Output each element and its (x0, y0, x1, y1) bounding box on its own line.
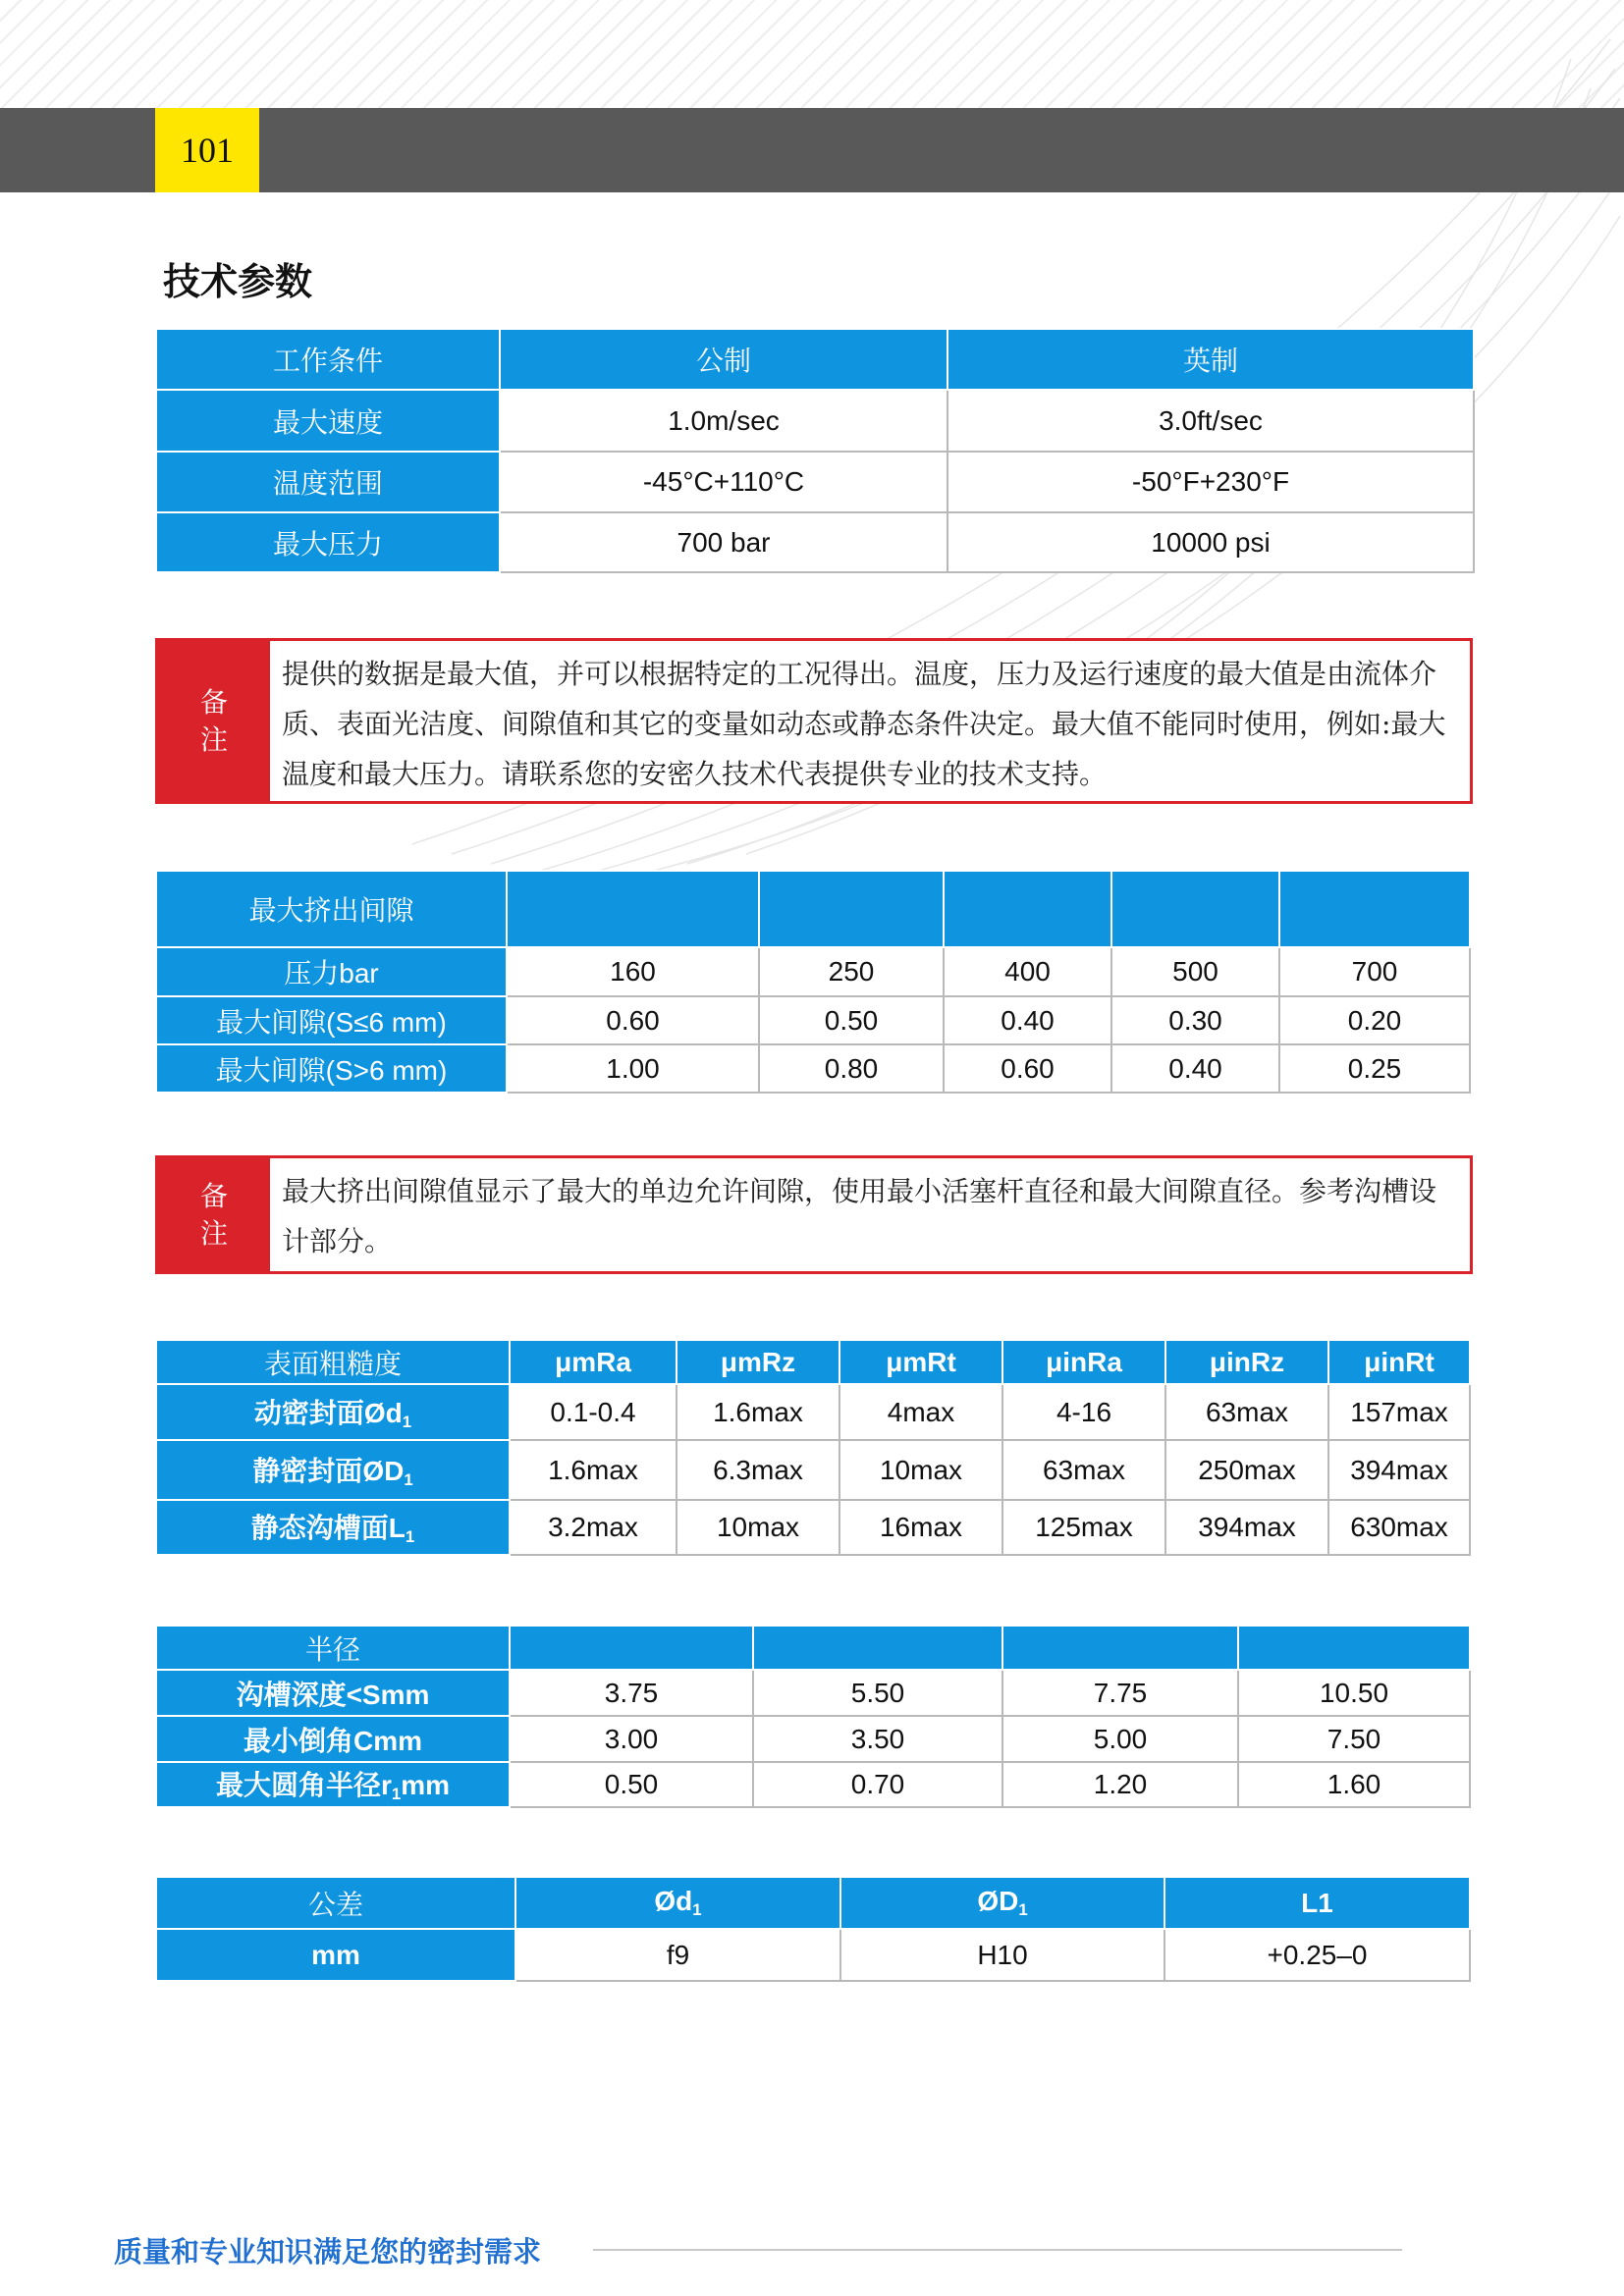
section-title: 技术参数 (163, 260, 313, 303)
gap-label: 最大间隙(S>6 mm) (156, 1044, 507, 1093)
radius-header-row (156, 1626, 1470, 1670)
radius-label-text: 沟槽深度<Smm (236, 1679, 430, 1710)
pressure-value: 160 (507, 947, 759, 996)
roughness-value: 394max (1165, 1500, 1328, 1555)
radius-value: 5.50 (753, 1670, 1002, 1716)
imperial-value: -50°F+230°F (947, 452, 1474, 512)
gap-value: 0.60 (507, 996, 759, 1044)
roughness-value: 250max (1165, 1440, 1328, 1500)
roughness-value: 630max (1328, 1500, 1470, 1555)
roughness-title: 表面粗糙度 (156, 1340, 510, 1384)
table-row (156, 1500, 1470, 1555)
tolerance-value: f9 (515, 1929, 840, 1981)
note-label (158, 1158, 270, 1271)
imperial-value: 3.0ft/sec (947, 390, 1474, 452)
note-label-char: 备 (199, 1179, 228, 1212)
pressure-value: 400 (944, 947, 1111, 996)
gap-label: 最大间隙(S≤6 mm) (156, 996, 507, 1044)
row-label: 最大速度 (156, 390, 500, 452)
extrusion-title-blank (1279, 871, 1470, 947)
extrusion-title-row (156, 871, 1470, 947)
radius-value: 3.00 (510, 1716, 753, 1762)
note-text: 最大挤出间隙值显示了最大的单边允许间隙，使用最小活塞杆直径和最大间隙直径。参考沟槽设计部分。 (282, 1175, 1437, 1257)
radius-value: 3.50 (753, 1716, 1002, 1762)
roughness-value: 125max (1002, 1500, 1165, 1555)
tolerance-column-header (515, 1877, 840, 1929)
radius-header-blank (510, 1626, 753, 1670)
subscript: 1 (402, 1413, 412, 1432)
roughness-row-label (156, 1384, 510, 1440)
radius-value: 3.75 (510, 1670, 753, 1716)
pressure-value: 700 (1279, 947, 1470, 996)
table-row (156, 1762, 1470, 1807)
roughness-value: 394max (1328, 1440, 1470, 1500)
gap-value: 0.60 (944, 1044, 1111, 1093)
gap-value: 0.40 (944, 996, 1111, 1044)
table-row (156, 452, 1474, 512)
radius-header-blank (1238, 1626, 1470, 1670)
note-box-data-limits (155, 638, 1473, 804)
table-row (156, 1716, 1470, 1762)
roughness-unit-header: μmRa (510, 1340, 677, 1384)
roughness-label-text: 静密封面ØD (252, 1455, 405, 1486)
roughness-row-label (156, 1500, 510, 1555)
roughness-value: 3.2max (510, 1500, 677, 1555)
radius-value: 0.70 (753, 1762, 1002, 1807)
note-box-extrusion-gap (155, 1155, 1473, 1274)
tolerance-column-text: Ød (654, 1885, 693, 1916)
gap-value: 0.50 (759, 996, 944, 1044)
roughness-value: 10max (839, 1440, 1002, 1500)
roughness-unit-header: μmRz (677, 1340, 839, 1384)
table-row (156, 1384, 1470, 1440)
radius-value: 7.50 (1238, 1716, 1470, 1762)
radius-label-text: 最小倒角Cmm (243, 1725, 422, 1756)
tolerance-column-text: ØD (977, 1885, 1019, 1916)
tolerance-column-header (840, 1877, 1164, 1929)
extrusion-title: 最大挤出间隙 (156, 871, 507, 947)
radius-row-label (156, 1716, 510, 1762)
radius-table (155, 1625, 1471, 1808)
imperial-value: 10000 psi (947, 512, 1474, 572)
tolerance-table (155, 1876, 1471, 1982)
gap-value: 0.25 (1279, 1044, 1470, 1093)
radius-row-label (156, 1670, 510, 1716)
roughness-value: 4-16 (1002, 1384, 1165, 1440)
gap-value: 0.80 (759, 1044, 944, 1093)
table-row (156, 390, 1474, 452)
roughness-unit-header: μmRt (839, 1340, 1002, 1384)
roughness-unit-header: μinRt (1328, 1340, 1470, 1384)
roughness-row-label (156, 1440, 510, 1500)
subscript: 1 (692, 1900, 702, 1920)
table-row (156, 947, 1470, 996)
radius-value: 10.50 (1238, 1670, 1470, 1716)
pressure-value: 500 (1111, 947, 1279, 996)
tolerance-column-header (1164, 1877, 1470, 1929)
roughness-label-text: 动密封面Ød (253, 1397, 403, 1428)
table-row (156, 512, 1474, 572)
roughness-value: 0.1-0.4 (510, 1384, 677, 1440)
page-number: 101 (155, 108, 259, 192)
pressure-value: 250 (759, 947, 944, 996)
table-row (156, 1044, 1470, 1093)
radius-title: 半径 (156, 1626, 510, 1670)
conditions-header-metric: 公制 (500, 329, 947, 390)
subscript: 1 (404, 1470, 413, 1490)
metric-value: 700 bar (500, 512, 947, 572)
table-row (156, 996, 1470, 1044)
roughness-value: 63max (1165, 1384, 1328, 1440)
metric-value: -45°C+110°C (500, 452, 947, 512)
roughness-value: 10max (677, 1500, 839, 1555)
gap-value: 0.40 (1111, 1044, 1279, 1093)
radius-header-blank (1002, 1626, 1238, 1670)
radius-label-unit: mm (401, 1770, 451, 1801)
roughness-unit-header: μinRz (1165, 1340, 1328, 1384)
extrusion-gap-table (155, 870, 1471, 1094)
roughness-header-row (156, 1340, 1470, 1384)
subscript: 1 (1018, 1900, 1028, 1920)
note-text: 提供的数据是最大值，并可以根据特定的工况得出。温度，压力及运行速度的最大值是由流体介质、表面光洁度、间隙值和其它的变量如动态或静态条件决定。最大值不能同时使用，例如:最大温度和最大压力。请联系您的安密久技术代表提供专业的技术支持。 (282, 658, 1446, 790)
conditions-header-row (156, 329, 1474, 390)
table-row (156, 1440, 1470, 1500)
tolerance-column-text: L1 (1301, 1887, 1333, 1918)
radius-value: 5.00 (1002, 1716, 1238, 1762)
roughness-value: 157max (1328, 1384, 1470, 1440)
note-label-char: 注 (199, 1216, 228, 1250)
radius-label-text: 最大圆角半径r (215, 1770, 392, 1801)
table-row (156, 1929, 1470, 1981)
tolerance-value: H10 (840, 1929, 1164, 1981)
radius-value: 0.50 (510, 1762, 753, 1807)
note-label-char: 注 (199, 722, 228, 756)
radius-value: 1.20 (1002, 1762, 1238, 1807)
tolerance-row-label: mm (156, 1929, 515, 1981)
pressure-label: 压力bar (156, 947, 507, 996)
subscript: 1 (391, 1785, 402, 1804)
metric-value: 1.0m/sec (500, 390, 947, 452)
gap-value: 0.20 (1279, 996, 1470, 1044)
row-label: 温度范围 (156, 452, 500, 512)
tolerance-value: +0.25–0 (1164, 1929, 1470, 1981)
gap-value: 0.30 (1111, 996, 1279, 1044)
note-label (158, 641, 270, 801)
gap-value: 1.00 (507, 1044, 759, 1093)
surface-roughness-table (155, 1339, 1471, 1556)
extrusion-title-blank (944, 871, 1111, 947)
roughness-value: 6.3max (677, 1440, 839, 1500)
tolerance-header-row (156, 1877, 1470, 1929)
footer-slogan: 质量和专业知识满足您的密封需求 (114, 2235, 542, 2269)
conditions-header-imperial: 英制 (947, 329, 1474, 390)
roughness-value: 63max (1002, 1440, 1165, 1500)
tolerance-title: 公差 (156, 1877, 515, 1929)
extrusion-title-blank (1111, 871, 1279, 947)
roughness-label-text: 静态沟槽面L (250, 1513, 406, 1544)
extrusion-title-blank (507, 871, 759, 947)
radius-value: 1.60 (1238, 1762, 1470, 1807)
radius-header-blank (753, 1626, 1002, 1670)
conditions-header-label: 工作条件 (156, 329, 500, 390)
roughness-unit-header: μinRa (1002, 1340, 1165, 1384)
note-label-char: 备 (199, 685, 228, 719)
footer-divider (593, 2249, 1402, 2251)
row-label: 最大压力 (156, 512, 500, 572)
roughness-value: 1.6max (510, 1440, 677, 1500)
roughness-value: 4max (839, 1384, 1002, 1440)
table-row (156, 1670, 1470, 1716)
roughness-value: 16max (839, 1500, 1002, 1555)
roughness-value: 1.6max (677, 1384, 839, 1440)
radius-row-label (156, 1762, 510, 1807)
extrusion-title-blank (759, 871, 944, 947)
conditions-table (155, 328, 1475, 573)
radius-value: 7.75 (1002, 1670, 1238, 1716)
subscript: 1 (405, 1527, 415, 1547)
